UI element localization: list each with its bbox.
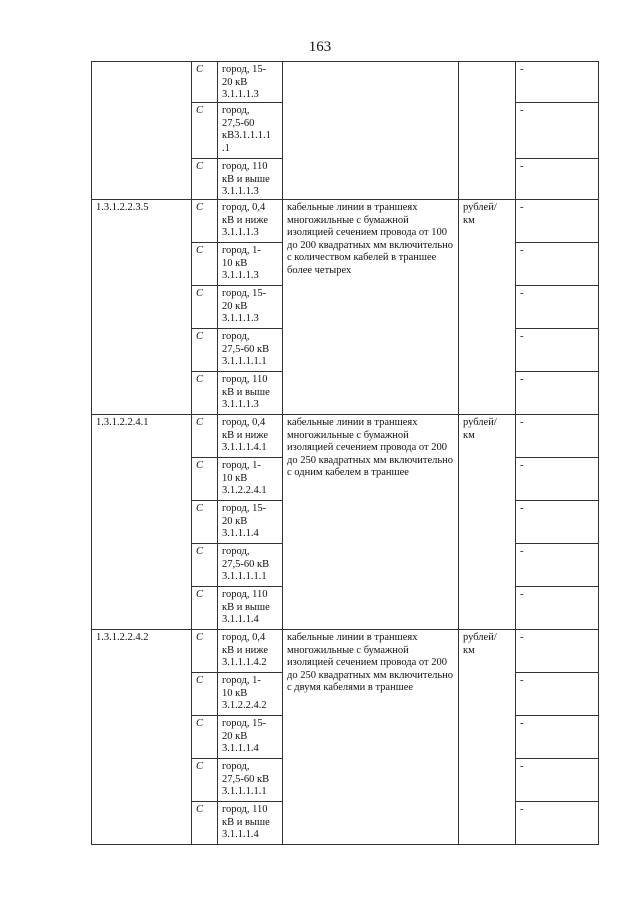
value-cell: - [516, 62, 599, 103]
value-cell: - [516, 673, 599, 716]
type-cell: С [192, 759, 218, 802]
value-cell: - [516, 544, 599, 587]
category-cell: город, 1- 10 кВ 3.1.2.2.4.2 [218, 673, 283, 716]
type-cell: С [192, 372, 218, 415]
value-cell: - [516, 372, 599, 415]
value-cell: - [516, 243, 599, 286]
table-row [92, 630, 599, 673]
value-cell: - [516, 458, 599, 501]
value-cell: - [516, 587, 599, 630]
category-cell: город, 27,5-60 кВ 3.1.1.1.1.1 [218, 329, 283, 372]
value-cell: - [516, 159, 599, 200]
description-cell: кабельные линии в траншеях многожильные с бумажной изоляцией сечением провода от 200 до 250 квадратных мм включительно с двумя кабелями в траншее [283, 630, 459, 845]
value-cell: - [516, 200, 599, 243]
page-number: 163 [308, 39, 332, 55]
category-cell: город, 15- 20 кВ 3.1.1.1.4 [218, 716, 283, 759]
value-cell: - [516, 759, 599, 802]
unit-cell: рублей/ км [459, 200, 516, 415]
category-cell: город, 15- 20 кВ 3.1.1.1.3 [218, 286, 283, 329]
type-cell: С [192, 802, 218, 845]
category-cell: город, 27,5-60 кВ 3.1.1.1.1.1 [218, 544, 283, 587]
tariff-table [91, 61, 599, 845]
type-cell: С [192, 103, 218, 159]
item-code-cell: 1.3.1.2.2.4.1 [92, 415, 192, 630]
description-cell: кабельные линии в траншеях многожильные с бумажной изоляцией сечением провода от 200 до 250 квадратных мм включительно с одним кабелем в траншее [283, 415, 459, 630]
type-cell: С [192, 544, 218, 587]
category-cell: город, 27,5-60 кВ3.1.1.1.1 .1 [218, 103, 283, 159]
value-cell: - [516, 802, 599, 845]
category-cell: город, 110 кВ и выше 3.1.1.1.3 [218, 372, 283, 415]
type-cell: С [192, 501, 218, 544]
value-cell: - [516, 501, 599, 544]
type-cell: С [192, 587, 218, 630]
category-cell: город, 1- 10 кВ 3.1.1.1.3 [218, 243, 283, 286]
category-cell: город, 15- 20 кВ 3.1.1.1.3 [218, 62, 283, 103]
type-cell: С [192, 415, 218, 458]
category-cell: город, 27,5-60 кВ 3.1.1.1.1.1 [218, 759, 283, 802]
category-cell: город, 0,4 кВ и ниже 3.1.1.1.3 [218, 200, 283, 243]
unit-cell [459, 62, 516, 200]
category-cell: город, 0,4 кВ и ниже 3.1.1.1.4.1 [218, 415, 283, 458]
value-cell: - [516, 415, 599, 458]
type-cell: С [192, 243, 218, 286]
type-cell: С [192, 286, 218, 329]
type-cell: С [192, 716, 218, 759]
type-cell: С [192, 159, 218, 200]
category-cell: город, 1- 10 кВ 3.1.2.2.4.1 [218, 458, 283, 501]
category-cell: город, 110 кВ и выше 3.1.1.1.4 [218, 587, 283, 630]
value-cell: - [516, 716, 599, 759]
description-cell [283, 62, 459, 200]
value-cell: - [516, 630, 599, 673]
unit-cell: рублей/ км [459, 415, 516, 630]
item-code-cell [92, 62, 192, 200]
type-cell: С [192, 458, 218, 501]
category-cell: город, 110 кВ и выше 3.1.1.1.4 [218, 802, 283, 845]
table-row [92, 200, 599, 243]
type-cell: С [192, 62, 218, 103]
value-cell: - [516, 286, 599, 329]
table-row [92, 415, 599, 458]
type-cell: С [192, 329, 218, 372]
table-row [92, 62, 599, 103]
item-code-cell: 1.3.1.2.2.3.5 [92, 200, 192, 415]
type-cell: С [192, 630, 218, 673]
type-cell: С [192, 200, 218, 243]
type-cell: С [192, 673, 218, 716]
category-cell: город, 0,4 кВ и ниже 3.1.1.1.4.2 [218, 630, 283, 673]
unit-cell: рублей/ км [459, 630, 516, 845]
category-cell: город, 110 кВ и выше 3.1.1.1.3 [218, 159, 283, 200]
description-cell: кабельные линии в траншеях многожильные с бумажной изоляцией сечением провода от 100 до 200 квадратных мм включительно с количеством кабелей в траншее более четырех [283, 200, 459, 415]
item-code-cell: 1.3.1.2.2.4.2 [92, 630, 192, 845]
category-cell: город, 15- 20 кВ 3.1.1.1.4 [218, 501, 283, 544]
value-cell: - [516, 329, 599, 372]
value-cell: - [516, 103, 599, 159]
